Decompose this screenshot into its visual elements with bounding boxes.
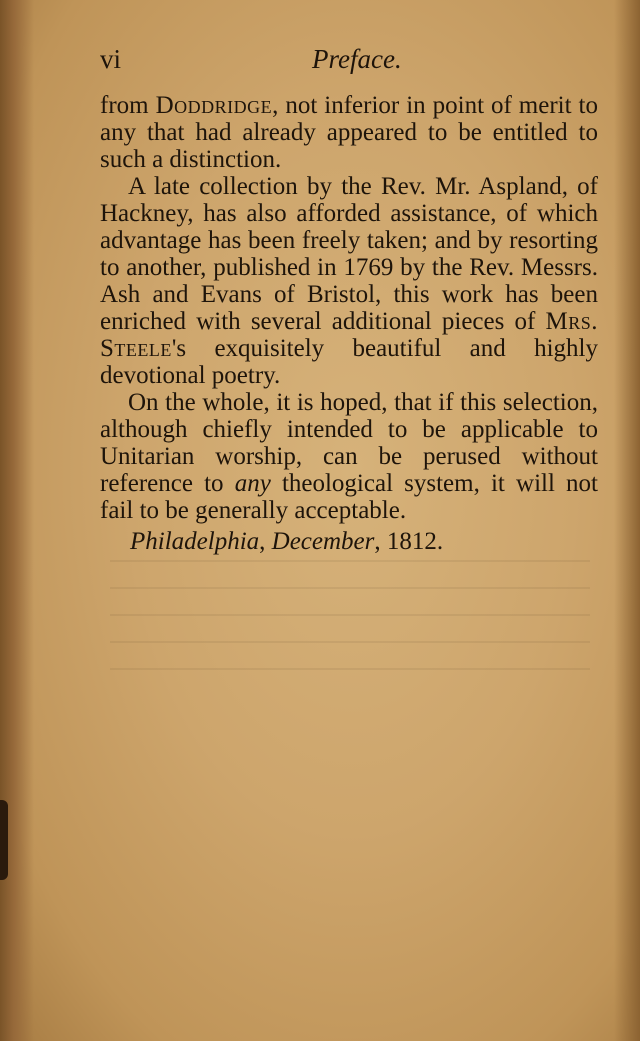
paragraph-3-pre: On the whole, it is hoped, that if this selection, although chiefly intended to be applicable to Unitarian worship, can be perused without reference to <box>100 389 598 497</box>
binding-mark <box>0 800 8 880</box>
dateline-sep-1: , <box>259 528 272 555</box>
paragraph-2-text: A late collection by the Rev. Mr. Aspland, of Hackney, has also afforded assistance, of which advantage has been freely taken; and by resorting to another, published in 1769 by the Rev. Messrs. Ash and Evans of Bristol, this work has been enriched with several additional pieces of <box>100 173 598 335</box>
paragraph-1 <box>100 92 598 173</box>
emphasis-any: any <box>234 470 271 497</box>
name-doddridge: Doddridge <box>155 92 273 119</box>
preface-text <box>100 92 598 524</box>
paragraph-3 <box>100 389 598 524</box>
paragraph-1-post: , not inferior in point of merit to any that had already appeared to be entitled to such a distinction. <box>100 92 598 173</box>
name-mrs-steele: Mrs. Steele <box>100 308 598 362</box>
paragraph-2 <box>100 173 598 389</box>
page-right-edge <box>614 0 640 1041</box>
running-title: Preface. <box>312 44 402 74</box>
dateline <box>130 528 443 556</box>
show-through <box>110 560 590 680</box>
dateline-year: 1812. <box>386 528 444 555</box>
page-number: vi <box>100 44 122 74</box>
page-left-edge <box>0 0 34 1041</box>
paragraph-2-post: 's exquisitely beautiful and highly devotional poetry. <box>100 335 598 389</box>
paragraph-1-pre: from <box>100 92 156 119</box>
page-header <box>100 44 594 80</box>
dateline-sep-2: , <box>374 528 387 555</box>
paragraph-3-post: theological system, it will not fail to be generally acceptable. <box>100 470 598 524</box>
dateline-month: December <box>271 528 375 555</box>
dateline-place: Philadelphia <box>130 528 260 555</box>
